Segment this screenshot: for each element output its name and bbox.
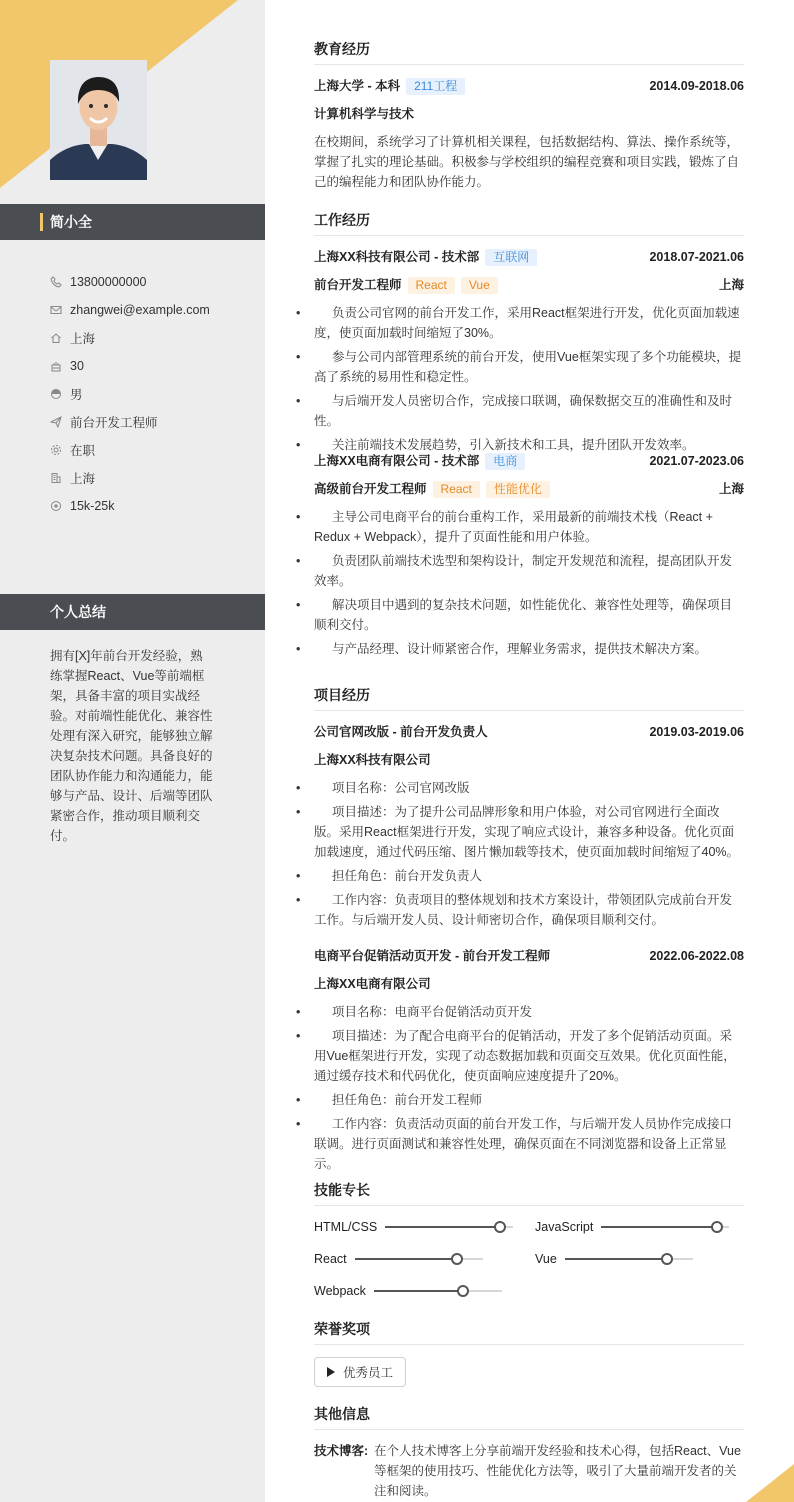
info-text: 前台开发工程师 — [70, 416, 158, 430]
project-header — [314, 722, 744, 742]
project-date: 2022.06-2022.08 — [649, 949, 744, 963]
salary-icon — [50, 500, 62, 512]
job-bullets — [314, 507, 744, 663]
job-header — [314, 451, 744, 471]
award-label: 优秀员工 — [343, 1366, 394, 1380]
info-text: 15k-25k — [70, 499, 115, 513]
project-date: 2019.03-2019.06 — [649, 725, 744, 739]
skill-knob — [451, 1253, 463, 1265]
job-role: 前台开发工程师 — [314, 278, 402, 292]
info-status — [50, 436, 250, 464]
bullet-item: • 参与公司内部管理系统的前台开发，使用Vue框架实现了多个功能模块，提高了系统的易用性和稳定性。 — [314, 347, 744, 387]
skill-name: Webpack — [314, 1284, 366, 1298]
info-position — [50, 408, 250, 436]
skill-knob — [661, 1253, 673, 1265]
sidebar — [0, 0, 265, 1502]
job-role-row — [314, 479, 744, 499]
education-description: 在校期间，系统学习了计算机相关课程，包括数据结构、算法、操作系统等，掌握了扎实的理论基础。积极参与学校组织的编程竞赛和项目实践，锻炼了自己的编程能力和团队协作能力。 — [314, 135, 740, 189]
skill-fill — [565, 1258, 667, 1260]
skill-item — [535, 1216, 729, 1238]
skill-item — [314, 1216, 513, 1238]
building-icon — [50, 472, 62, 484]
job-company: 上海XX科技有限公司 - 技术部 — [314, 250, 480, 264]
bullet-item: • 项目名称：电商平台促销活动页开发 — [314, 1002, 744, 1022]
info-phone — [50, 268, 250, 296]
info-text: 上海 — [70, 472, 96, 486]
bullet-item: • 担任角色：前台开发负责人 — [314, 866, 744, 886]
award-item-button[interactable] — [314, 1357, 406, 1387]
summary-text: 拥有[X]年前台开发经验，熟练掌握React、Vue等前端框架，具备丰富的项目实战经验。对前端性能优化、兼容性处理有深入研究，能够独立解决复杂技术问题。具备良好的团队协作能力和沟通能力，能够与产品、设计、后端等团队紧密合作，推动项目顺利交付。 — [50, 649, 213, 843]
info-text: 在职 — [70, 444, 96, 458]
education-header — [314, 76, 744, 96]
info-text: 男 — [70, 388, 83, 402]
skill-fill — [601, 1226, 716, 1228]
project-company: 上海XX电商有限公司 — [314, 977, 431, 991]
contact-info-list — [50, 268, 250, 520]
project-bullets — [314, 778, 744, 934]
bullet-item: • 项目名称：公司官网改版 — [314, 778, 744, 798]
job-skill-tag: Vue — [461, 277, 498, 294]
job-role: 高级前台开发工程师 — [314, 482, 427, 496]
info-city — [50, 464, 250, 492]
skill-fill — [355, 1258, 457, 1260]
job-city: 上海 — [718, 482, 744, 496]
bullet-item: • 负责团队前端技术选型和架构设计，制定开发规范和流程，提高团队开发效率。 — [314, 551, 744, 591]
project-header — [314, 946, 744, 966]
skill-track — [385, 1226, 513, 1228]
skill-knob — [457, 1285, 469, 1297]
other-section-title: 其他信息 — [314, 1404, 744, 1430]
name-bar — [0, 204, 265, 240]
skill-name: React — [314, 1252, 347, 1266]
age-icon — [50, 360, 62, 372]
info-text: 13800000000 — [70, 275, 147, 289]
info-salary — [50, 492, 250, 520]
bullet-item: • 工作内容：负责项目的整体规划和技术方案设计，带领团队完成前台开发工作。与后端开发人员、设计师密切合作，确保项目顺利交付。 — [314, 890, 744, 930]
play-icon — [327, 1367, 335, 1377]
info-age — [50, 352, 250, 380]
skill-name: Vue — [535, 1252, 557, 1266]
project-bullets — [314, 1002, 744, 1178]
education-date: 2014.09-2018.06 — [649, 79, 744, 93]
skill-fill — [385, 1226, 500, 1228]
job-industry-tag: 电商 — [485, 453, 525, 470]
skill-track — [374, 1290, 502, 1292]
project-name: 电商平台促销活动页开发 - 前台开发工程师 — [314, 949, 551, 963]
job-role-row — [314, 275, 744, 295]
skill-item — [535, 1248, 693, 1270]
info-text: 30 — [70, 359, 84, 373]
avatar — [50, 60, 147, 180]
projects-section-title: 项目经历 — [314, 685, 744, 711]
job-skill-tag: React — [433, 481, 480, 498]
skill-item — [314, 1248, 483, 1270]
mail-icon — [50, 304, 62, 316]
bullet-item: • 主导公司电商平台的前台重构工作，采用最新的前端技术栈（React + Redux + Webpack），提升了页面性能和用户体验。 — [314, 507, 744, 547]
home-icon — [50, 332, 62, 344]
skill-fill — [374, 1290, 464, 1292]
other-label: 技术博客: — [314, 1444, 369, 1458]
skill-name: HTML/CSS — [314, 1220, 378, 1234]
school-tag: 211工程 — [406, 78, 465, 95]
education-section-title: 教育经历 — [314, 39, 744, 65]
other-text: 在个人技术博客上分享前端开发经验和技术心得，包括React、Vue等框架的使用技巧、性能优化方法等，吸引了大量前端开发者的关注和阅读。 — [374, 1444, 741, 1498]
bullet-item: • 负责公司官网的前台开发工作，采用React框架进行开发，优化页面加载速度，使页面加载时间缩短了30%。 — [314, 303, 744, 343]
bullet-item: • 项目描述：为了配合电商平台的促销活动，开发了多个促销活动页面。采用Vue框架进行开发，实现了动态数据加载和页面交互效果。优化页面性能，通过缓存技术和代码优化，使页面响应速度提升了20%。 — [314, 1026, 744, 1086]
info-text: zhangwei@example.com — [70, 303, 210, 317]
skills-list — [314, 1216, 744, 1306]
info-text: 上海 — [70, 332, 96, 346]
work-section-title: 工作经历 — [314, 210, 744, 236]
project-company: 上海XX科技有限公司 — [314, 753, 431, 767]
project-name: 公司官网改版 - 前台开发负责人 — [314, 725, 488, 739]
skill-track — [355, 1258, 483, 1260]
job-date: 2018.07-2021.06 — [649, 250, 744, 264]
job-industry-tag: 互联网 — [485, 249, 537, 266]
profile-name: 简小全 — [50, 214, 92, 230]
skill-track — [565, 1258, 693, 1260]
bullet-item: • 工作内容：负责活动页面的前台开发工作，与后端开发人员协作完成接口联调。进行页面测试和兼容性处理，确保页面在不同浏览器和设备上正常显示。 — [314, 1114, 744, 1174]
summary-title: 个人总结 — [50, 604, 106, 620]
gender-icon — [50, 388, 62, 400]
phone-icon — [50, 276, 62, 288]
skill-knob — [711, 1221, 723, 1233]
send-icon — [50, 416, 62, 428]
job-date: 2021.07-2023.06 — [649, 454, 744, 468]
job-city: 上海 — [718, 278, 744, 292]
skill-item — [314, 1280, 502, 1302]
job-bullets — [314, 303, 744, 459]
bullet-item: • 与后端开发人员密切合作，完成接口联调，确保数据交互的准确性和及时性。 — [314, 391, 744, 431]
awards-section-title: 荣誉奖项 — [314, 1319, 744, 1345]
education-major: 计算机科学与技术 — [314, 107, 415, 121]
info-email — [50, 296, 250, 324]
job-company: 上海XX电商有限公司 - 技术部 — [314, 454, 480, 468]
status-icon — [50, 444, 62, 456]
name-accent — [40, 213, 43, 231]
skill-name: JavaScript — [535, 1220, 594, 1234]
decorative-corner-bottom — [746, 1464, 794, 1502]
job-skill-tag: 性能优化 — [486, 481, 550, 498]
bullet-item: • 关注前端技术发展趋势，引入新技术和工具，提升团队开发效率。 — [314, 435, 744, 455]
info-location — [50, 324, 250, 352]
other-info — [314, 1441, 744, 1501]
bullet-item: • 与产品经理、设计师紧密合作，理解业务需求，提供技术解决方案。 — [314, 639, 744, 659]
bullet-item: • 担任角色：前台开发工程师 — [314, 1090, 744, 1110]
bullet-item: • 解决项目中遇到的复杂技术问题，如性能优化、兼容性处理等，确保项目顺利交付。 — [314, 595, 744, 635]
info-gender — [50, 380, 250, 408]
summary-bar — [0, 594, 265, 630]
job-header — [314, 247, 744, 267]
skills-section-title: 技能专长 — [314, 1180, 744, 1206]
school-name: 上海大学 - 本科 — [314, 79, 401, 93]
bullet-item: • 项目描述：为了提升公司品牌形象和用户体验，对公司官网进行全面改版。采用React框架进行开发，实现了响应式设计，兼容多种设备。优化页面加载速度，通过代码压缩、图片懒加载等技术，使页面加载时间缩短了40%。 — [314, 802, 744, 862]
job-skill-tag: React — [408, 277, 455, 294]
skill-track — [601, 1226, 729, 1228]
skill-knob — [494, 1221, 506, 1233]
